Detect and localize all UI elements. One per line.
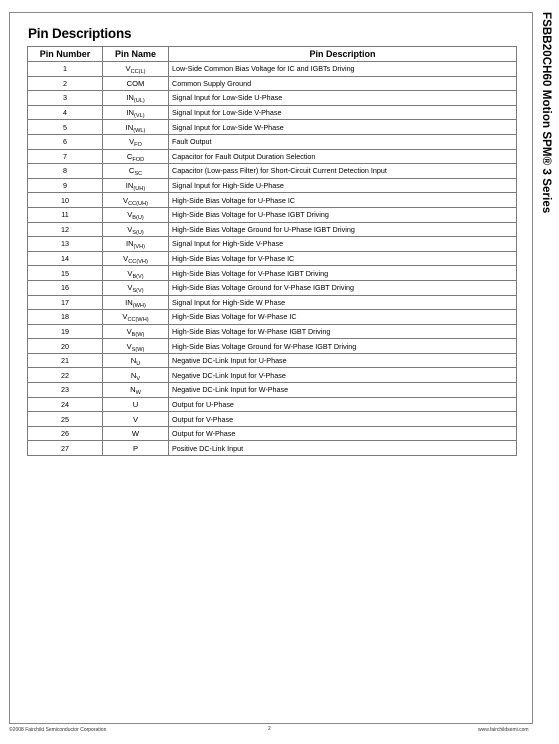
pin-name-cell xyxy=(103,353,169,368)
pin-name-cell xyxy=(103,266,169,281)
pin-number-cell: 26 xyxy=(28,426,103,441)
pin-name-subscript: S(V) xyxy=(132,288,144,295)
pin-name-base: V xyxy=(127,283,133,293)
pin-description-cell: High-Side Bias Voltage Ground for V-Phase IGBT Driving xyxy=(169,280,517,295)
table-row xyxy=(28,383,517,398)
pin-name-subscript: (UL) xyxy=(133,98,145,105)
pin-number-cell: 2 xyxy=(28,76,103,91)
pin-name-subscript: CC(L) xyxy=(130,69,146,76)
pin-number-cell: 19 xyxy=(28,324,103,339)
pin-name-base: V xyxy=(122,312,128,322)
pin-name-cell xyxy=(103,178,169,193)
pin-description-cell: High-Side Bias Voltage for V-Phase IGBT Driving xyxy=(169,266,517,281)
pin-name-base: V xyxy=(132,414,139,424)
table-row xyxy=(28,91,517,106)
pin-number-cell: 1 xyxy=(28,62,103,77)
table-row xyxy=(28,149,517,164)
pin-name-subscript: SC xyxy=(134,171,143,178)
pin-description-cell: Negative DC-Link Input for W-Phase xyxy=(169,383,517,398)
pin-name-base: W xyxy=(131,429,140,439)
header-pin-number: Pin Number xyxy=(28,47,103,62)
pin-name-subscript: CC(VH) xyxy=(128,259,148,266)
pin-number-cell: 24 xyxy=(28,397,103,412)
pin-description-cell: Output for V-Phase xyxy=(169,412,517,427)
pin-name-cell xyxy=(103,339,169,354)
pin-name-base: IN xyxy=(126,93,134,103)
pin-name-base: P xyxy=(132,443,139,453)
pin-number-cell: 27 xyxy=(28,441,103,456)
pin-name-cell xyxy=(103,105,169,120)
pin-name-base: IN xyxy=(125,122,134,132)
pin-name-cell xyxy=(103,91,169,106)
pin-name-cell xyxy=(103,324,169,339)
pin-name-base: V xyxy=(127,210,133,220)
pin-description-cell: High-Side Bias Voltage for U-Phase IC xyxy=(169,193,517,208)
pin-name-subscript: S(W) xyxy=(131,346,145,353)
pin-name-base: V xyxy=(129,137,135,147)
header-pin-name: Pin Name xyxy=(103,47,169,62)
pin-name-cell xyxy=(103,383,169,398)
table-row xyxy=(28,105,517,120)
pin-description-cell: Signal Input for High-Side V-Phase xyxy=(169,237,517,252)
pin-name-base: V xyxy=(127,268,133,278)
pin-name-subscript: CC(WH) xyxy=(127,317,149,324)
pin-name-base: IN xyxy=(126,108,134,118)
pin-number-cell: 8 xyxy=(28,164,103,179)
pin-name-base: V xyxy=(127,224,133,234)
footer-page-number: 2 xyxy=(268,726,271,732)
pin-name-base: IN xyxy=(125,297,133,307)
table-row xyxy=(28,280,517,295)
table-row xyxy=(28,295,517,310)
pin-name-cell xyxy=(103,237,169,252)
pin-description-cell: Capacitor (Low-pass Filter) for Short-Circuit Current Detection Input xyxy=(169,164,517,179)
pin-name-base: V xyxy=(123,195,129,205)
table-header-row xyxy=(28,47,517,62)
pin-number-cell: 10 xyxy=(28,193,103,208)
pin-name-base: N xyxy=(130,385,136,395)
pin-number-cell: 4 xyxy=(28,105,103,120)
footer-copyright: ©2008 Fairchild Semiconductor Corporation xyxy=(9,727,107,733)
pin-name-subscript: (WH) xyxy=(132,302,146,309)
pin-name-subscript: (VL) xyxy=(134,113,145,120)
pin-name-subscript: (WL) xyxy=(133,127,146,134)
pin-name-cell xyxy=(103,164,169,179)
table-row xyxy=(28,193,517,208)
pin-number-cell: 9 xyxy=(28,178,103,193)
pin-name-base: V xyxy=(125,64,131,74)
pin-name-subscript: FO xyxy=(134,142,142,149)
pin-name-cell xyxy=(103,412,169,427)
pin-number-cell: 14 xyxy=(28,251,103,266)
pin-name-cell xyxy=(103,441,169,456)
pin-description-cell: High-Side Bias Voltage for W-Phase IGBT Driving xyxy=(169,324,517,339)
pin-name-cell xyxy=(103,280,169,295)
table-row xyxy=(28,134,517,149)
table-row xyxy=(28,251,517,266)
pin-name-base: IN xyxy=(125,239,134,249)
pin-number-cell: 18 xyxy=(28,310,103,325)
pin-name-cell xyxy=(103,222,169,237)
pin-description-cell: Common Supply Ground xyxy=(169,76,517,91)
table-row xyxy=(28,310,517,325)
pin-number-cell: 12 xyxy=(28,222,103,237)
pin-number-cell: 25 xyxy=(28,412,103,427)
table-row xyxy=(28,164,517,179)
table-row xyxy=(28,368,517,383)
pin-number-cell: 22 xyxy=(28,368,103,383)
pin-name-base: V xyxy=(126,341,132,351)
pin-description-cell: Capacitor for Fault Output Duration Selection xyxy=(169,149,517,164)
table-row xyxy=(28,324,517,339)
pin-description-cell: Negative DC-Link Input for U-Phase xyxy=(169,353,517,368)
pin-description-cell: High-Side Bias Voltage Ground for U-Phase IGBT Driving xyxy=(169,222,517,237)
pin-name-cell xyxy=(103,251,169,266)
pin-description-cell: Signal Input for High-Side U-Phase xyxy=(169,178,517,193)
pin-number-cell: 3 xyxy=(28,91,103,106)
pin-name-subscript: U xyxy=(136,361,141,368)
pin-name-subscript: (VH) xyxy=(133,244,146,251)
pin-number-cell: 20 xyxy=(28,339,103,354)
pin-number-cell: 23 xyxy=(28,383,103,398)
pin-name-subscript: B(W) xyxy=(131,331,145,338)
table-row xyxy=(28,237,517,252)
pin-name-base: IN xyxy=(125,181,134,191)
pin-name-subscript: S(U) xyxy=(132,229,144,236)
pin-name-cell xyxy=(103,76,169,91)
pin-name-cell xyxy=(103,134,169,149)
pin-description-cell: Signal Input for Low-Side U-Phase xyxy=(169,91,517,106)
pin-name-subscript: CC(UH) xyxy=(128,200,148,207)
pin-description-cell: Signal Input for Low-Side W-Phase xyxy=(169,120,517,135)
pin-number-cell: 21 xyxy=(28,353,103,368)
pin-description-cell: Output for W-Phase xyxy=(169,426,517,441)
pin-number-cell: 13 xyxy=(28,237,103,252)
pin-description-cell: Negative DC-Link Input for V-Phase xyxy=(169,368,517,383)
pin-name-base: N xyxy=(130,356,137,366)
pin-name-base: COM xyxy=(126,78,145,88)
pin-name-cell xyxy=(103,295,169,310)
document-side-title: FSBB20CH60 Motion SPM® 3 Series xyxy=(540,12,552,214)
pin-description-cell: Fault Output xyxy=(169,134,517,149)
pin-description-cell: Output for U-Phase xyxy=(169,397,517,412)
pin-descriptions-table xyxy=(27,46,517,456)
pin-name-subscript: B(V) xyxy=(132,273,144,280)
pin-number-cell: 15 xyxy=(28,266,103,281)
pin-description-cell: Signal Input for Low-Side V-Phase xyxy=(169,105,517,120)
table-row xyxy=(28,426,517,441)
pin-number-cell: 17 xyxy=(28,295,103,310)
footer-website: www.fairchildsemi.com xyxy=(478,727,529,733)
pin-name-subscript: B(U) xyxy=(132,215,144,222)
pin-name-cell xyxy=(103,62,169,77)
table-row xyxy=(28,62,517,77)
pin-name-base: C xyxy=(128,166,135,176)
pin-name-cell xyxy=(103,207,169,222)
table-row xyxy=(28,222,517,237)
pin-name-base: V xyxy=(126,326,132,336)
pin-description-cell: Positive DC-Link Input xyxy=(169,441,517,456)
pin-number-cell: 6 xyxy=(28,134,103,149)
table-row xyxy=(28,76,517,91)
header-pin-description: Pin Description xyxy=(169,47,517,62)
pin-name-cell xyxy=(103,149,169,164)
pin-name-subscript: FOD xyxy=(132,156,145,163)
table-row xyxy=(28,412,517,427)
pin-name-base: N xyxy=(130,370,137,380)
table-row xyxy=(28,339,517,354)
pin-name-subscript: V xyxy=(136,375,141,382)
table-row xyxy=(28,441,517,456)
pin-description-cell: Low-Side Common Bias Voltage for IC and IGBTs Driving xyxy=(169,62,517,77)
pin-description-cell: High-Side Bias Voltage Ground for W-Phase IGBT Driving xyxy=(169,339,517,354)
pin-description-cell: Signal Input for High-Side W Phase xyxy=(169,295,517,310)
pin-name-cell xyxy=(103,193,169,208)
pin-name-base: C xyxy=(126,151,133,161)
table-row xyxy=(28,353,517,368)
pin-description-cell: High-Side Bias Voltage for W-Phase IC xyxy=(169,310,517,325)
pin-name-base: U xyxy=(132,399,139,409)
pin-number-cell: 7 xyxy=(28,149,103,164)
table-body xyxy=(28,62,517,456)
section-title: Pin Descriptions xyxy=(28,26,132,41)
table-row xyxy=(28,120,517,135)
pin-name-cell xyxy=(103,397,169,412)
pin-name-cell xyxy=(103,426,169,441)
table-row xyxy=(28,266,517,281)
pin-name-cell xyxy=(103,120,169,135)
pin-name-subscript: (UH) xyxy=(133,186,146,193)
pin-name-base: V xyxy=(123,254,129,264)
pin-name-cell xyxy=(103,368,169,383)
table-row xyxy=(28,207,517,222)
pin-number-cell: 16 xyxy=(28,280,103,295)
pin-description-cell: High-Side Bias Voltage for V-Phase IC xyxy=(169,251,517,266)
pin-number-cell: 5 xyxy=(28,120,103,135)
table-row xyxy=(28,178,517,193)
pin-name-subscript: W xyxy=(135,390,141,397)
pin-name-cell xyxy=(103,310,169,325)
table-row xyxy=(28,397,517,412)
side-title-bar xyxy=(536,12,554,724)
pin-description-cell: High-Side Bias Voltage for U-Phase IGBT Driving xyxy=(169,207,517,222)
pin-number-cell: 11 xyxy=(28,207,103,222)
